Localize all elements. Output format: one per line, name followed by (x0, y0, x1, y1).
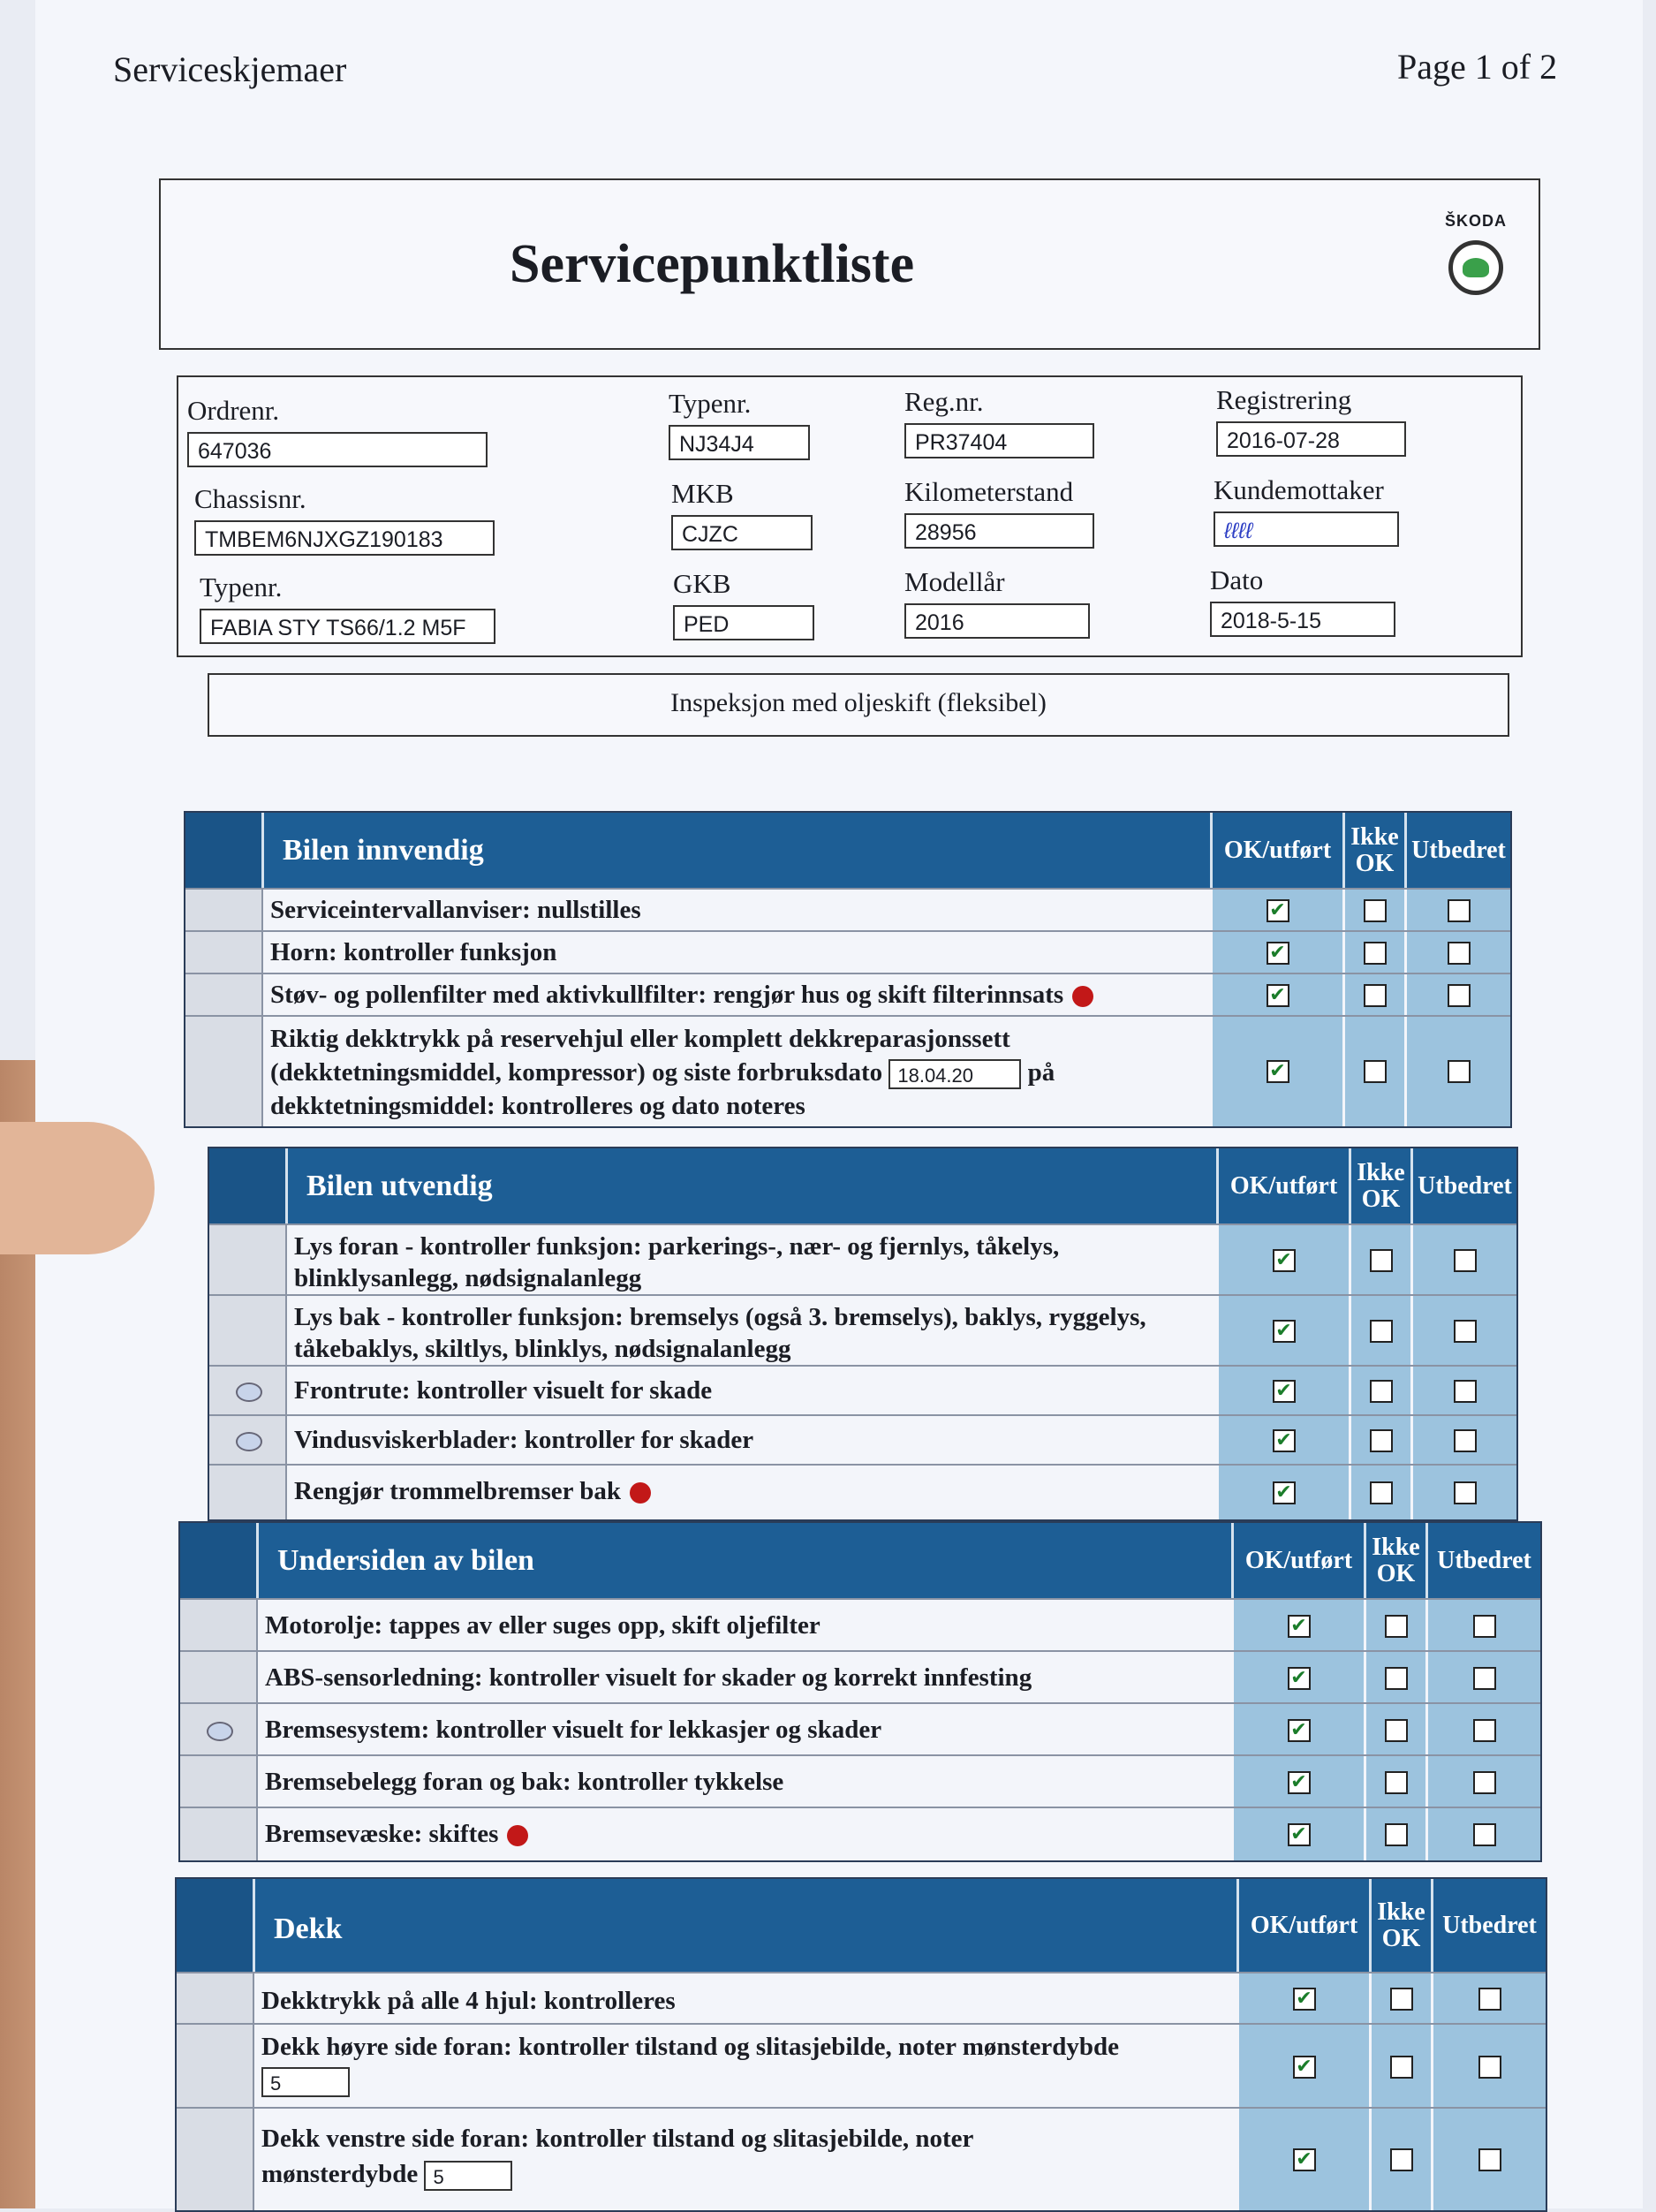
col-ok: OK/utført (1210, 813, 1342, 888)
gkb-field: GKB PED (673, 568, 814, 640)
brand-name: ŠKODA (1444, 212, 1507, 230)
ikke-ok-checkbox[interactable] (1364, 1060, 1387, 1083)
table-row: Bremsevæske: skiftes ✔ (180, 1807, 1540, 1860)
ok-checkbox[interactable]: ✔ (1267, 984, 1289, 1007)
section-title: Bilen innvendig (283, 834, 484, 867)
ikke-ok-checkbox[interactable] (1390, 2148, 1413, 2171)
utbedret-checkbox[interactable] (1478, 1988, 1501, 2011)
typenr1-value: NJ34J4 (669, 425, 810, 460)
dato-value: 2018-5-15 (1210, 602, 1395, 637)
table-row: Motorolje: tappes av eller suges opp, skift oljefilter ✔ (180, 1598, 1540, 1652)
table-row: Vindusviskerblader: kontroller for skader ✔ (209, 1414, 1516, 1466)
section-dekk (175, 1877, 1547, 2212)
forbruksdato-field[interactable]: 18.04.20 (888, 1059, 1021, 1089)
km-value: 28956 (904, 513, 1094, 549)
ok-checkbox[interactable]: ✔ (1273, 1481, 1296, 1504)
ikke-ok-checkbox[interactable] (1364, 984, 1387, 1007)
utbedret-checkbox[interactable] (1454, 1429, 1477, 1452)
utbedret-checkbox[interactable] (1454, 1320, 1477, 1343)
section-title: Undersiden av bilen (277, 1544, 534, 1577)
modellar-value: 2016 (904, 603, 1090, 639)
table-row: Dekk venstre side foran: kontroller tilstand og slitasjebilde, noter mønsterdybde 5 ✔ (177, 2107, 1546, 2210)
registrering-value: 2016-07-28 (1216, 421, 1406, 457)
dato-field: Dato 2018-5-15 (1210, 564, 1395, 637)
skoda-logo-icon (1448, 240, 1503, 295)
col-utbedret: Utbedret (1425, 1523, 1540, 1598)
utbedret-checkbox[interactable] (1473, 1615, 1496, 1638)
section-header (177, 1879, 1546, 1972)
ikke-ok-checkbox[interactable] (1370, 1429, 1393, 1452)
paper-sheet (35, 0, 1643, 2208)
utbedret-checkbox[interactable] (1448, 942, 1471, 965)
col-ikke-ok: Ikke OK (1342, 813, 1404, 888)
utbedret-checkbox[interactable] (1448, 984, 1471, 1007)
km-field: Kilometerstand 28956 (904, 476, 1094, 549)
typenr2-value: FABIA STY TS66/1.2 M5F (200, 609, 495, 644)
ok-checkbox[interactable]: ✔ (1273, 1429, 1296, 1452)
ikke-ok-checkbox[interactable] (1370, 1380, 1393, 1403)
mkb-value: CJZC (671, 515, 813, 550)
table-row: Støv- og pollenfilter med aktivkullfilter: rengjør hus og skift filterinnsats ✔ (185, 973, 1510, 1017)
page-title: Servicepunktliste (510, 234, 915, 294)
ok-checkbox[interactable]: ✔ (1273, 1320, 1296, 1343)
col-utbedret: Utbedret (1404, 813, 1510, 888)
ikke-ok-checkbox[interactable] (1385, 1667, 1408, 1690)
utbedret-checkbox[interactable] (1473, 1823, 1496, 1846)
utbedret-checkbox[interactable] (1448, 899, 1471, 922)
col-utbedret: Utbedret (1410, 1148, 1516, 1223)
utbedret-checkbox[interactable] (1454, 1249, 1477, 1272)
table-row: Dekk høyre side foran: kontroller tilstand og slitasjebilde, noter mønsterdybde 5 ✔ (177, 2023, 1546, 2109)
page-number: Page 1 of 2 (1397, 47, 1558, 87)
col-ikke-ok: Ikke OK (1364, 1523, 1425, 1598)
ikke-ok-checkbox[interactable] (1390, 1988, 1413, 2011)
ok-checkbox[interactable]: ✔ (1267, 942, 1289, 965)
table-row: Lys bak - kontroller funksjon: bremselys (også 3. bremselys), baklys, ryggelys, tåkebaklys, skiltlys, blinklys, nødsignalanlegg ✔ (209, 1294, 1516, 1367)
typenr2-field: Typenr. FABIA STY TS66/1.2 M5F (200, 572, 495, 644)
ok-checkbox[interactable]: ✔ (1293, 2056, 1316, 2079)
utbedret-checkbox[interactable] (1473, 1667, 1496, 1690)
section-title: Dekk (274, 1913, 343, 1945)
red-dot-icon (507, 1825, 528, 1846)
registrering-field: Registrering 2016-07-28 (1216, 384, 1406, 457)
section-title: Bilen utvendig (306, 1170, 493, 1202)
section-header (209, 1148, 1516, 1223)
ikke-ok-checkbox[interactable] (1385, 1719, 1408, 1742)
ok-checkbox[interactable]: ✔ (1288, 1771, 1311, 1794)
section-bilen-utvendig (208, 1147, 1518, 1521)
chassisnr-value: TMBEM6NJXGZ190183 (194, 520, 495, 556)
utbedret-checkbox[interactable] (1478, 2056, 1501, 2079)
section-undersiden (178, 1521, 1542, 1862)
section-header (185, 813, 1510, 888)
ordrenr-field: Ordrenr. 647036 (187, 395, 488, 467)
ok-checkbox[interactable]: ✔ (1273, 1380, 1296, 1403)
ikke-ok-checkbox[interactable] (1390, 2056, 1413, 2079)
table-row: Serviceintervallanviser: nullstilles ✔ (185, 888, 1510, 932)
col-utbedret: Utbedret (1431, 1879, 1546, 1972)
utbedret-checkbox[interactable] (1478, 2148, 1501, 2171)
ok-checkbox[interactable]: ✔ (1273, 1249, 1296, 1272)
ok-checkbox[interactable]: ✔ (1288, 1719, 1311, 1742)
ok-checkbox[interactable]: ✔ (1267, 899, 1289, 922)
utbedret-checkbox[interactable] (1473, 1719, 1496, 1742)
vehicle-info (177, 375, 1523, 657)
ok-checkbox[interactable]: ✔ (1267, 1060, 1289, 1083)
regnr-field: Reg.nr. PR37404 (904, 386, 1094, 458)
signature: ℓℓℓℓ (1214, 511, 1399, 547)
ikke-ok-checkbox[interactable] (1385, 1615, 1408, 1638)
table-row: Bremsesystem: kontroller visuelt for lekkasjer og skader ✔ (180, 1702, 1540, 1756)
ok-checkbox[interactable]: ✔ (1293, 2148, 1316, 2171)
header-left: Serviceskjemaer (113, 49, 347, 89)
ikke-ok-checkbox[interactable] (1364, 942, 1387, 965)
eye-icon (236, 1382, 262, 1402)
eye-icon (207, 1722, 233, 1741)
inspection-type: Inspeksjon med oljeskift (fleksibel) (208, 673, 1509, 737)
ok-checkbox[interactable]: ✔ (1293, 1988, 1316, 2011)
section-bilen-innvendig (184, 811, 1512, 1128)
table-row: Bremsebelegg foran og bak: kontroller tykkelse ✔ (180, 1754, 1540, 1808)
tread-depth-field[interactable]: 5 (424, 2161, 512, 2191)
utbedret-checkbox[interactable] (1448, 1060, 1471, 1083)
ikke-ok-checkbox[interactable] (1370, 1320, 1393, 1343)
table-row: Riktig dekktrykk på reservehjul eller komplett dekkreparasjonssett (dekktetningsmiddel, kompressor) og siste forbruksdato 18.04.20 på dekktetningsmiddel: kontrolleres og dato noteres ✔ (185, 1015, 1510, 1126)
table-row: Lys foran - kontroller funksjon: parkerings-, nær- og fjernlys, tåkelys, blinklysanlegg, nødsignalanlegg ✔ (209, 1223, 1516, 1296)
red-dot-icon (630, 1482, 651, 1504)
table-row: ABS-sensorledning: kontroller visuelt for skader og korrekt innfesting ✔ (180, 1650, 1540, 1704)
chassisnr-field: Chassisnr. TMBEM6NJXGZ190183 (194, 483, 495, 556)
section-header (180, 1523, 1540, 1598)
table-row: Rengjør trommelbremser bak ✔ (209, 1464, 1516, 1519)
utbedret-checkbox[interactable] (1454, 1481, 1477, 1504)
utbedret-checkbox[interactable] (1454, 1380, 1477, 1403)
kundemottaker-field: Kundemottaker ℓℓℓℓ (1214, 474, 1399, 547)
ikke-ok-checkbox[interactable] (1385, 1823, 1408, 1846)
table-row: Frontrute: kontroller visuelt for skade ✔ (209, 1365, 1516, 1416)
title-box (159, 178, 1540, 350)
ikke-ok-checkbox[interactable] (1370, 1481, 1393, 1504)
red-dot-icon (1072, 986, 1093, 1007)
ok-checkbox[interactable]: ✔ (1288, 1667, 1311, 1690)
modellar-field: Modellår 2016 (904, 566, 1090, 639)
tread-depth-field[interactable]: 5 (261, 2067, 350, 2097)
gkb-value: PED (673, 605, 814, 640)
ikke-ok-checkbox[interactable] (1364, 899, 1387, 922)
regnr-value: PR37404 (904, 423, 1094, 458)
eye-icon (236, 1432, 262, 1451)
ordrenr-value: 647036 (187, 432, 488, 467)
ikke-ok-checkbox[interactable] (1385, 1771, 1408, 1794)
thumb (0, 1122, 155, 1254)
ok-checkbox[interactable]: ✔ (1288, 1615, 1311, 1638)
col-ok: OK/utført (1216, 1148, 1349, 1223)
mkb-field: MKB CJZC (671, 478, 813, 550)
col-ikke-ok: Ikke OK (1349, 1148, 1410, 1223)
table-row: Horn: kontroller funksjon ✔ (185, 930, 1510, 974)
col-ok: OK/utført (1231, 1523, 1364, 1598)
typenr1-field: Typenr. NJ34J4 (669, 388, 810, 460)
utbedret-checkbox[interactable] (1473, 1771, 1496, 1794)
ok-checkbox[interactable]: ✔ (1288, 1823, 1311, 1846)
table-row: Dekktrykk på alle 4 hjul: kontrolleres ✔ (177, 1972, 1546, 2025)
ikke-ok-checkbox[interactable] (1370, 1249, 1393, 1272)
col-ok: OK/utført (1236, 1879, 1369, 1972)
col-ikke-ok: Ikke OK (1369, 1879, 1431, 1972)
